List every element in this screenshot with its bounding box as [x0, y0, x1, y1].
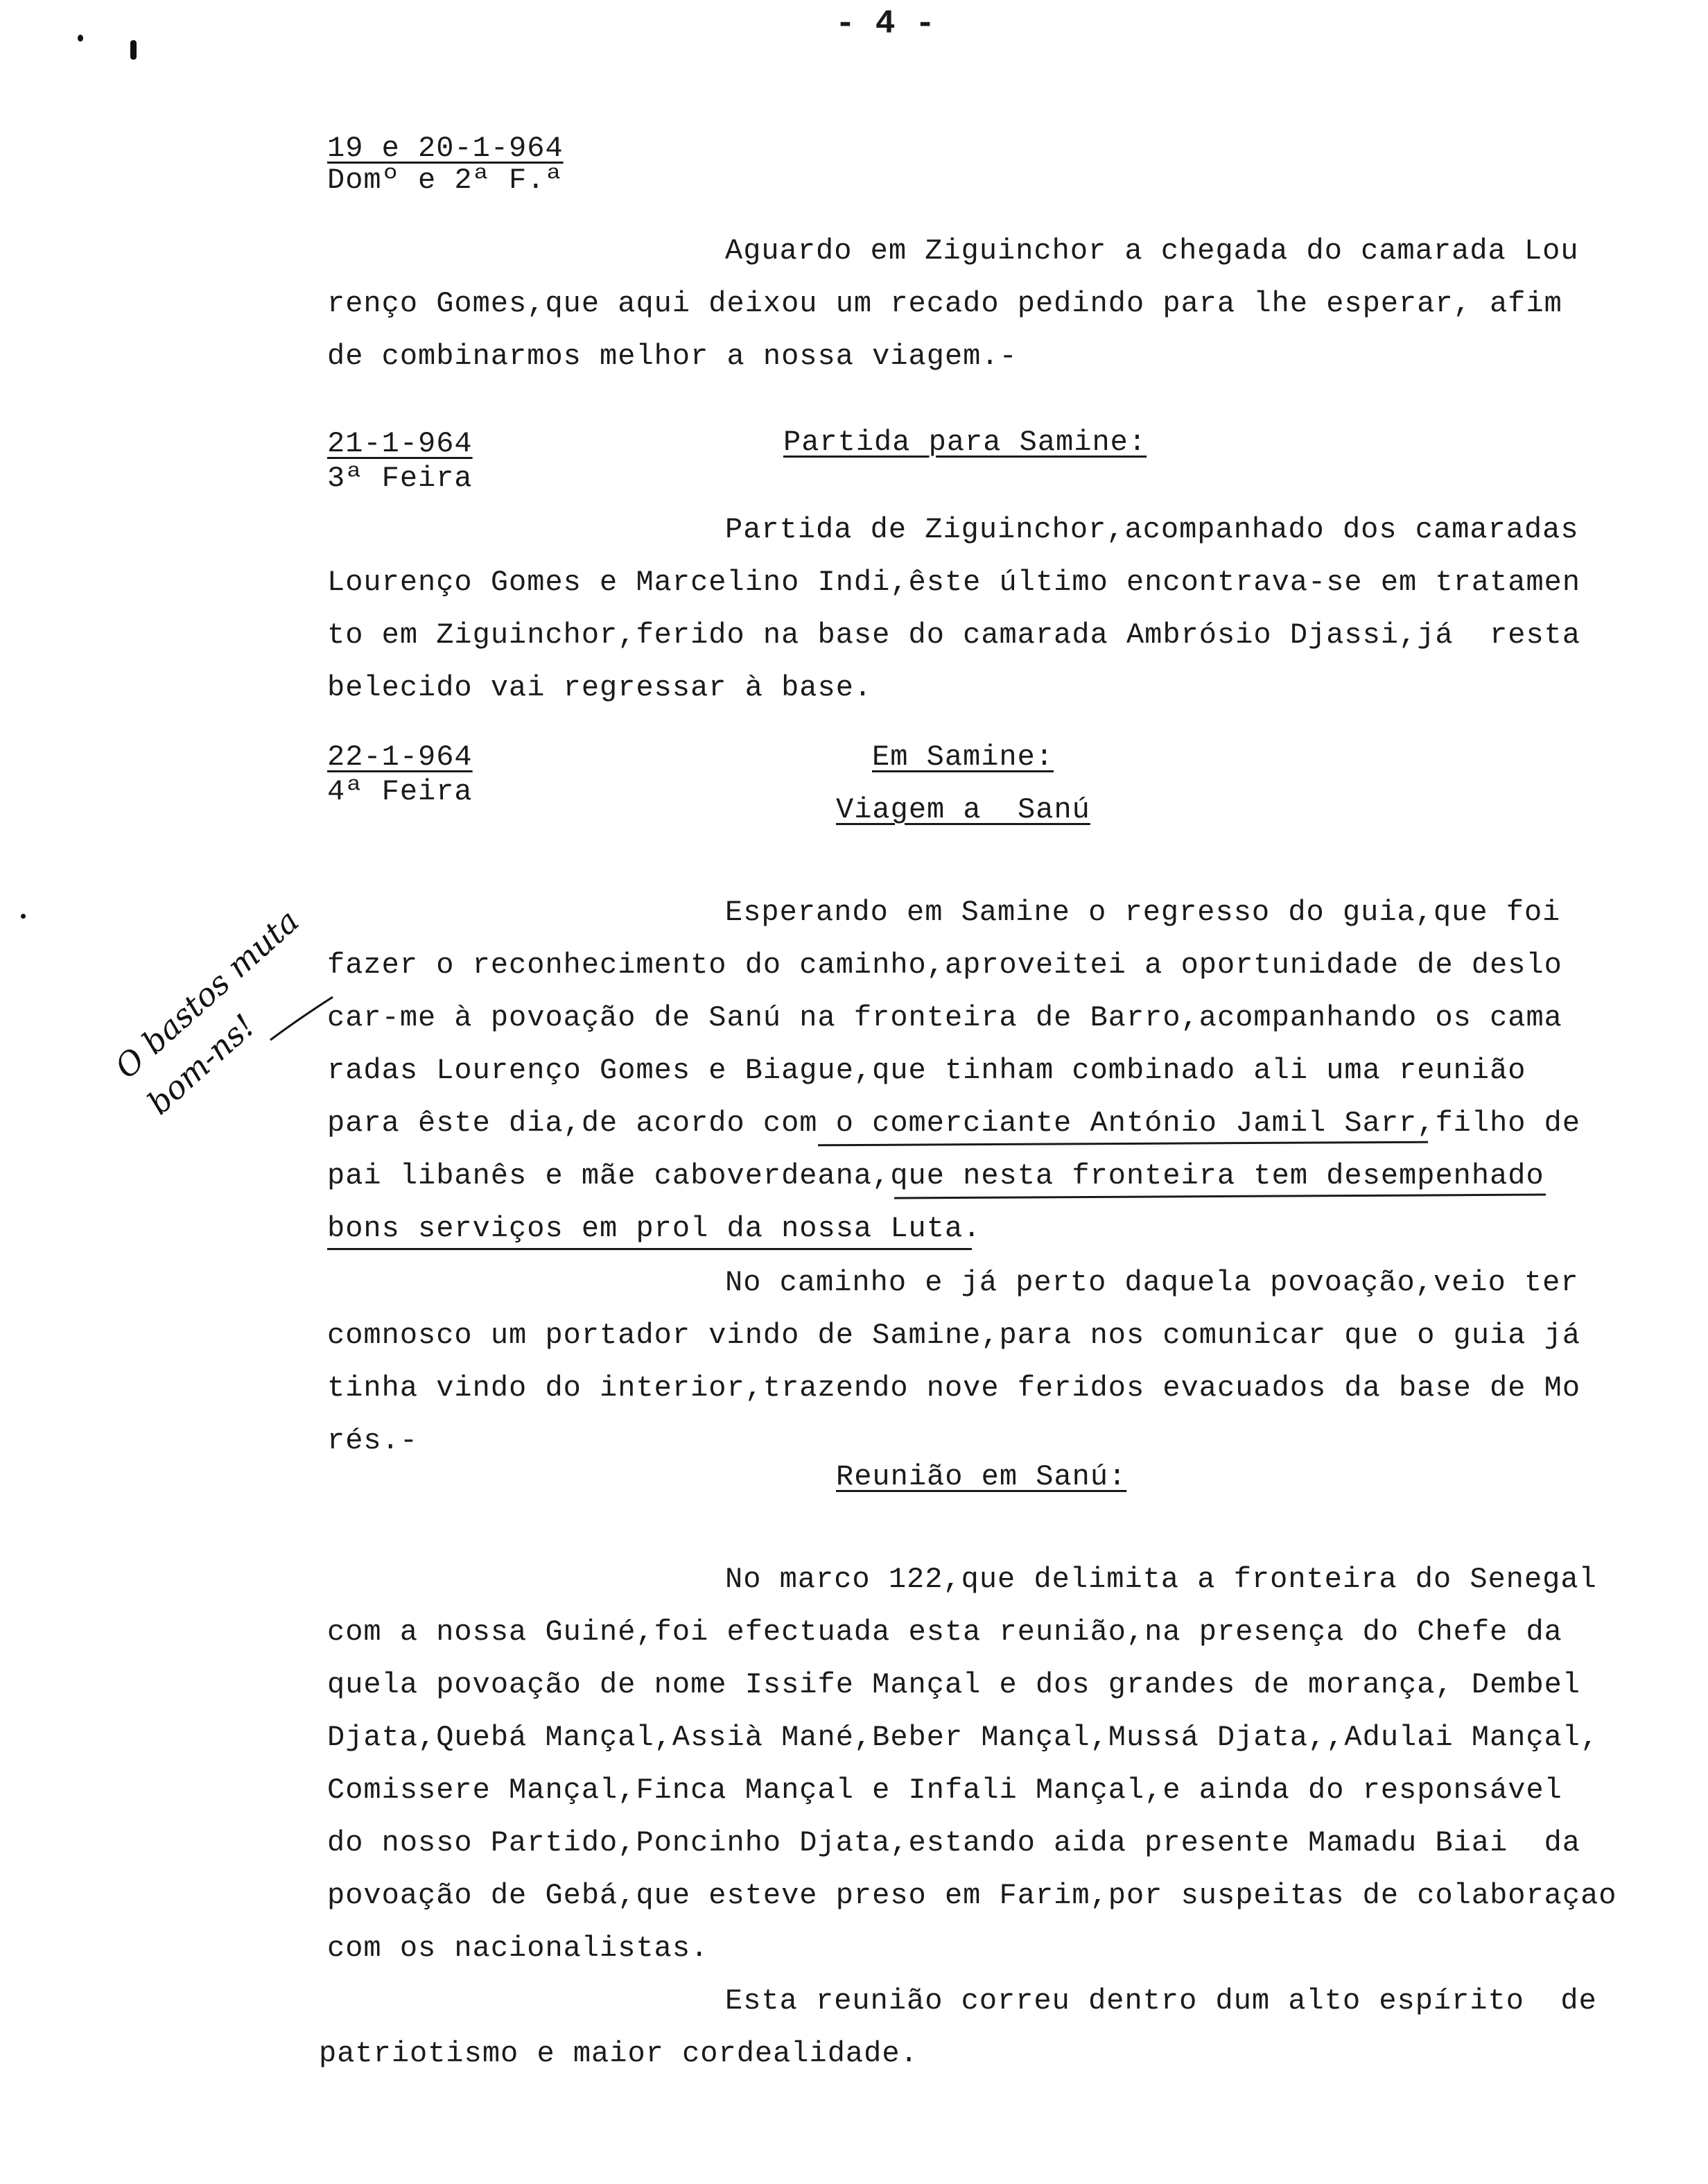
entry-day: 4ª Feira	[327, 775, 473, 808]
paragraph-line: povoação de Gebá,que esteve preso em Farim,por suspeitas de colaboraçao	[327, 1879, 1617, 1912]
entry-date: 21-1-964	[327, 427, 473, 460]
paragraph-line: de combinarmos melhor a nossa viagem.-	[327, 340, 1018, 373]
paragraph-line: comnosco um portador vindo de Samine,para nos comunicar que o guia já	[327, 1319, 1581, 1352]
paragraph-line: Esta reunião correu dentro dum alto espírito de	[725, 1984, 1597, 2018]
paragraph-line: fazer o reconhecimento do caminho,aproveitei a oportunidade de deslo	[327, 948, 1562, 982]
page-number: - 4 -	[835, 6, 936, 43]
paragraph-line: Partida de Ziguinchor,acompanhado dos camaradas	[725, 513, 1579, 546]
paragraph-line: com os nacionalistas.	[327, 1932, 709, 1965]
paragraph-line: Djata,Quebá Mançal,Assià Mané,Beber Mançal,Mussá Djata,,Adulai Mançal,	[327, 1721, 1599, 1754]
paragraph-line: Esperando em Samine o regresso do guia,que foi	[725, 896, 1561, 929]
paragraph-line: radas Lourenço Gomes e Biague,que tinham combinado ali uma reunião	[327, 1054, 1526, 1087]
paragraph-line: patriotismo e maior cordealidade.	[319, 2037, 918, 2070]
entry-heading: Reunião em Sanú:	[836, 1460, 1127, 1493]
hand-underline	[327, 1248, 972, 1250]
paragraph-line: Comissere Mançal,Finca Mançal e Infali Mançal,e ainda do responsável	[327, 1774, 1562, 1807]
ink-speck	[130, 40, 137, 60]
paragraph-line: bons serviços em prol da nossa Luta.	[327, 1212, 982, 1245]
ink-speck	[21, 914, 26, 919]
paragraph-line: Lourenço Gomes e Marcelino Indi,êste último encontrava-se em tratamen	[327, 566, 1581, 599]
paragraph-line: rés.-	[327, 1424, 419, 1457]
handwritten-margin-note: O bastos muta bom-ns!	[107, 901, 306, 1123]
paragraph-line: do nosso Partido,Poncinho Djata,estando aida presente Mamadu Biai da	[327, 1826, 1581, 1860]
entry-date: 22-1-964	[327, 740, 473, 774]
paragraph-line: Aguardo em Ziguinchor a chegada do camarada Lou	[725, 234, 1579, 268]
entry-day: 3ª Feira	[327, 462, 473, 495]
entry-date: 19 e 20-1-964	[327, 132, 564, 165]
paragraph-line: No caminho e já perto daquela povoação,veio ter	[725, 1266, 1579, 1299]
paragraph-line: com a nossa Guiné,foi efectuada esta reunião,na presença do Chefe da	[327, 1615, 1562, 1649]
paragraph-line: pai libanês e mãe caboverdeana,que nesta fronteira tem desempenhado	[327, 1159, 1544, 1193]
paragraph-line: to em Ziguinchor,ferido na base do camarada Ambrósio Djassi,já resta	[327, 618, 1581, 652]
paragraph-line: No marco 122,que delimita a fronteira do Senegal	[725, 1563, 1597, 1596]
paragraph-line: car-me à povoação de Sanú na fronteira de Barro,acompanhando os cama	[327, 1001, 1562, 1034]
margin-annotation-stroke	[263, 991, 340, 1047]
paragraph-line: tinha vindo do interior,trazendo nove feridos evacuados da base de Mo	[327, 1371, 1581, 1405]
paragraph-line: renço Gomes,que aqui deixou um recado pedindo para lhe esperar, afim	[327, 287, 1562, 320]
ink-speck	[78, 35, 83, 42]
entry-heading: Partida para Samine:	[783, 426, 1147, 459]
paragraph-line: quela povoação de nome Issife Mançal e dos grandes de morança, Dembel	[327, 1668, 1581, 1701]
entry-heading: Em Samine:	[872, 740, 1054, 774]
paragraph-line: para êste dia,de acordo com o comerciante António Jamil Sarr,filho de	[327, 1107, 1581, 1140]
entry-subheading: Viagem a Sanú	[836, 793, 1090, 826]
paragraph-line: belecido vai regressar à base.	[327, 671, 873, 704]
entry-day: Domº e 2ª F.ª	[327, 164, 564, 197]
